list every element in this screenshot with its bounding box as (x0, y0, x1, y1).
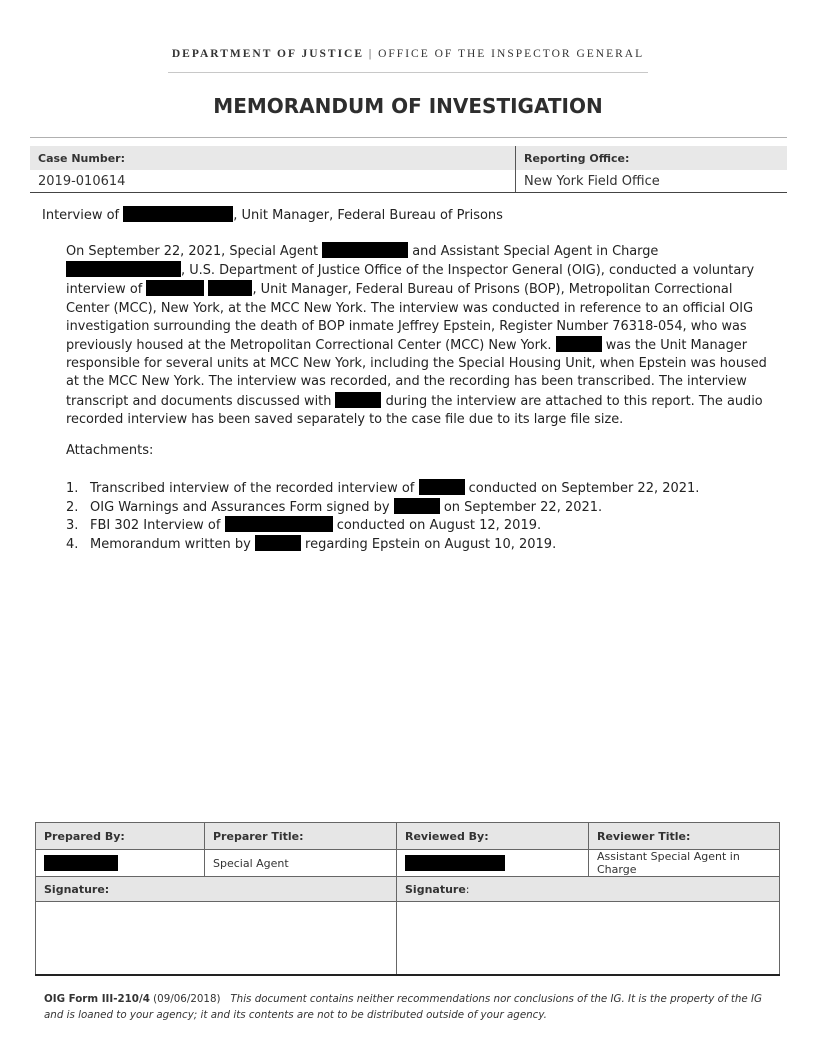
preparer-title-value: Special Agent (205, 850, 397, 877)
reporting-office-value: New York Field Office (516, 170, 788, 192)
prepared-by-label: Prepared By: (36, 823, 205, 850)
redaction-block (123, 206, 233, 222)
list-item (66, 535, 699, 554)
redaction-block (322, 242, 408, 258)
agency-name: DEPARTMENT OF JUSTICE (171, 48, 365, 60)
office-name: OFFICE OF THE INSPECTOR GENERAL (378, 48, 645, 60)
interview-suffix: , Unit Manager, Federal Bureau of Prisons (233, 208, 503, 223)
preparer-signature-field[interactable] (36, 902, 397, 976)
reporting-office-label: Reporting Office: (516, 146, 788, 170)
reviewer-title-value: Assistant Special Agent in Charge (589, 850, 780, 877)
narrative-text: , Unit Manager, Federal Bureau of Prisons (BOP), Metropolitan Correctional Center (MCC), New York, at the MCC New York. The interview was conducted in reference to an official OIG investigation surrounding the death of BOP inmate Jeffrey Epstein, Register Number 76318-054, who was previously housed at the Metropolitan Correctional Center (MCC) New York. (66, 282, 754, 354)
list-item (66, 479, 699, 498)
signature-label-text: Signature (405, 882, 466, 896)
attachment-text: on September 22, 2021. (439, 499, 603, 515)
case-table-bottom-border (30, 192, 787, 193)
title-divider (30, 137, 787, 138)
signature-colon: : (465, 882, 470, 896)
reviewer-signature-field[interactable] (397, 902, 780, 976)
redaction-block (335, 392, 381, 408)
list-number: 4. (66, 536, 79, 552)
list-item (66, 516, 699, 535)
redaction-block (255, 535, 301, 551)
reviewer-title-label: Reviewer Title: (589, 823, 780, 850)
attachment-text: Memorandum written by (90, 536, 255, 552)
attachment-text: regarding Epstein on August 10, 2019. (300, 536, 557, 552)
redaction-block (146, 280, 204, 296)
attachment-text: OIG Warnings and Assurances Form signed by (90, 499, 394, 515)
redaction-block (405, 855, 505, 871)
reviewer-signature-label (397, 877, 780, 902)
narrative-text: and Assistant Special Agent in Charge (408, 244, 659, 259)
narrative-text: On September 22, 2021, Special Agent (66, 244, 323, 259)
redaction-block (225, 516, 333, 532)
attachment-text: conducted on August 12, 2019. (332, 518, 542, 534)
attachments-list (66, 479, 699, 553)
attachments-heading: Attachments: (66, 443, 154, 458)
prepared-by-value (36, 850, 205, 877)
case-number-label: Case Number: (30, 146, 516, 170)
signature-table (35, 822, 780, 976)
redaction-block (556, 336, 602, 352)
list-number: 3. (66, 518, 79, 534)
list-item (66, 498, 699, 517)
case-info-table (30, 146, 787, 192)
interview-subject-line (42, 206, 503, 225)
redaction-block (66, 261, 181, 277)
interview-prefix: Interview of (42, 208, 124, 223)
redaction-block (394, 498, 440, 514)
narrative-text: , U.S. Department of Justice Office of the Inspector General (OIG), conducted a voluntary interview of (66, 263, 755, 298)
preparer-title-label: Preparer Title: (205, 823, 397, 850)
form-footer (44, 991, 784, 1023)
list-number: 1. (66, 481, 79, 496)
preparer-signature-label: Signature: (36, 877, 397, 902)
attachment-text: FBI 302 Interview of (90, 518, 225, 534)
agency-separator: | (364, 48, 379, 60)
redaction-block (44, 855, 118, 871)
attachment-text: Transcribed interview of the recorded interview of (90, 481, 419, 496)
reviewed-by-value (397, 850, 589, 877)
form-id: OIG Form III-210/4 (44, 993, 150, 1005)
attachment-text: conducted on September 22, 2021. (464, 481, 700, 496)
reviewed-by-label: Reviewed By: (397, 823, 589, 850)
narrative-paragraph (66, 242, 772, 429)
agency-divider (168, 72, 648, 73)
narrative-text: during the interview are attached to this report. The audio recorded interview has been saved separately to the case file due to its large file size. (66, 393, 763, 427)
narrative-text: was the Unit Manager responsible for several units at MCC New York, including the Special Housing Unit, when Epstein was housed at the MCC New York. The interview was recorded, and the recording has been transcribed. The interview transcript and documents discussed with (66, 338, 767, 409)
redaction-block (208, 280, 252, 296)
case-number-value: 2019-010614 (38, 173, 126, 189)
redaction-block (419, 479, 465, 495)
page-title: MEMORANDUM OF INVESTIGATION (213, 94, 603, 118)
footer-disclaimer: This document contains neither recommendations nor conclusions of the IG. It is the property of the IG and is loaned to your agency; it and its contents are not to be distributed outside of your agency. (44, 993, 763, 1021)
form-date: (09/06/2018) (149, 993, 221, 1005)
list-number: 2. (66, 499, 79, 515)
agency-header (0, 48, 816, 60)
